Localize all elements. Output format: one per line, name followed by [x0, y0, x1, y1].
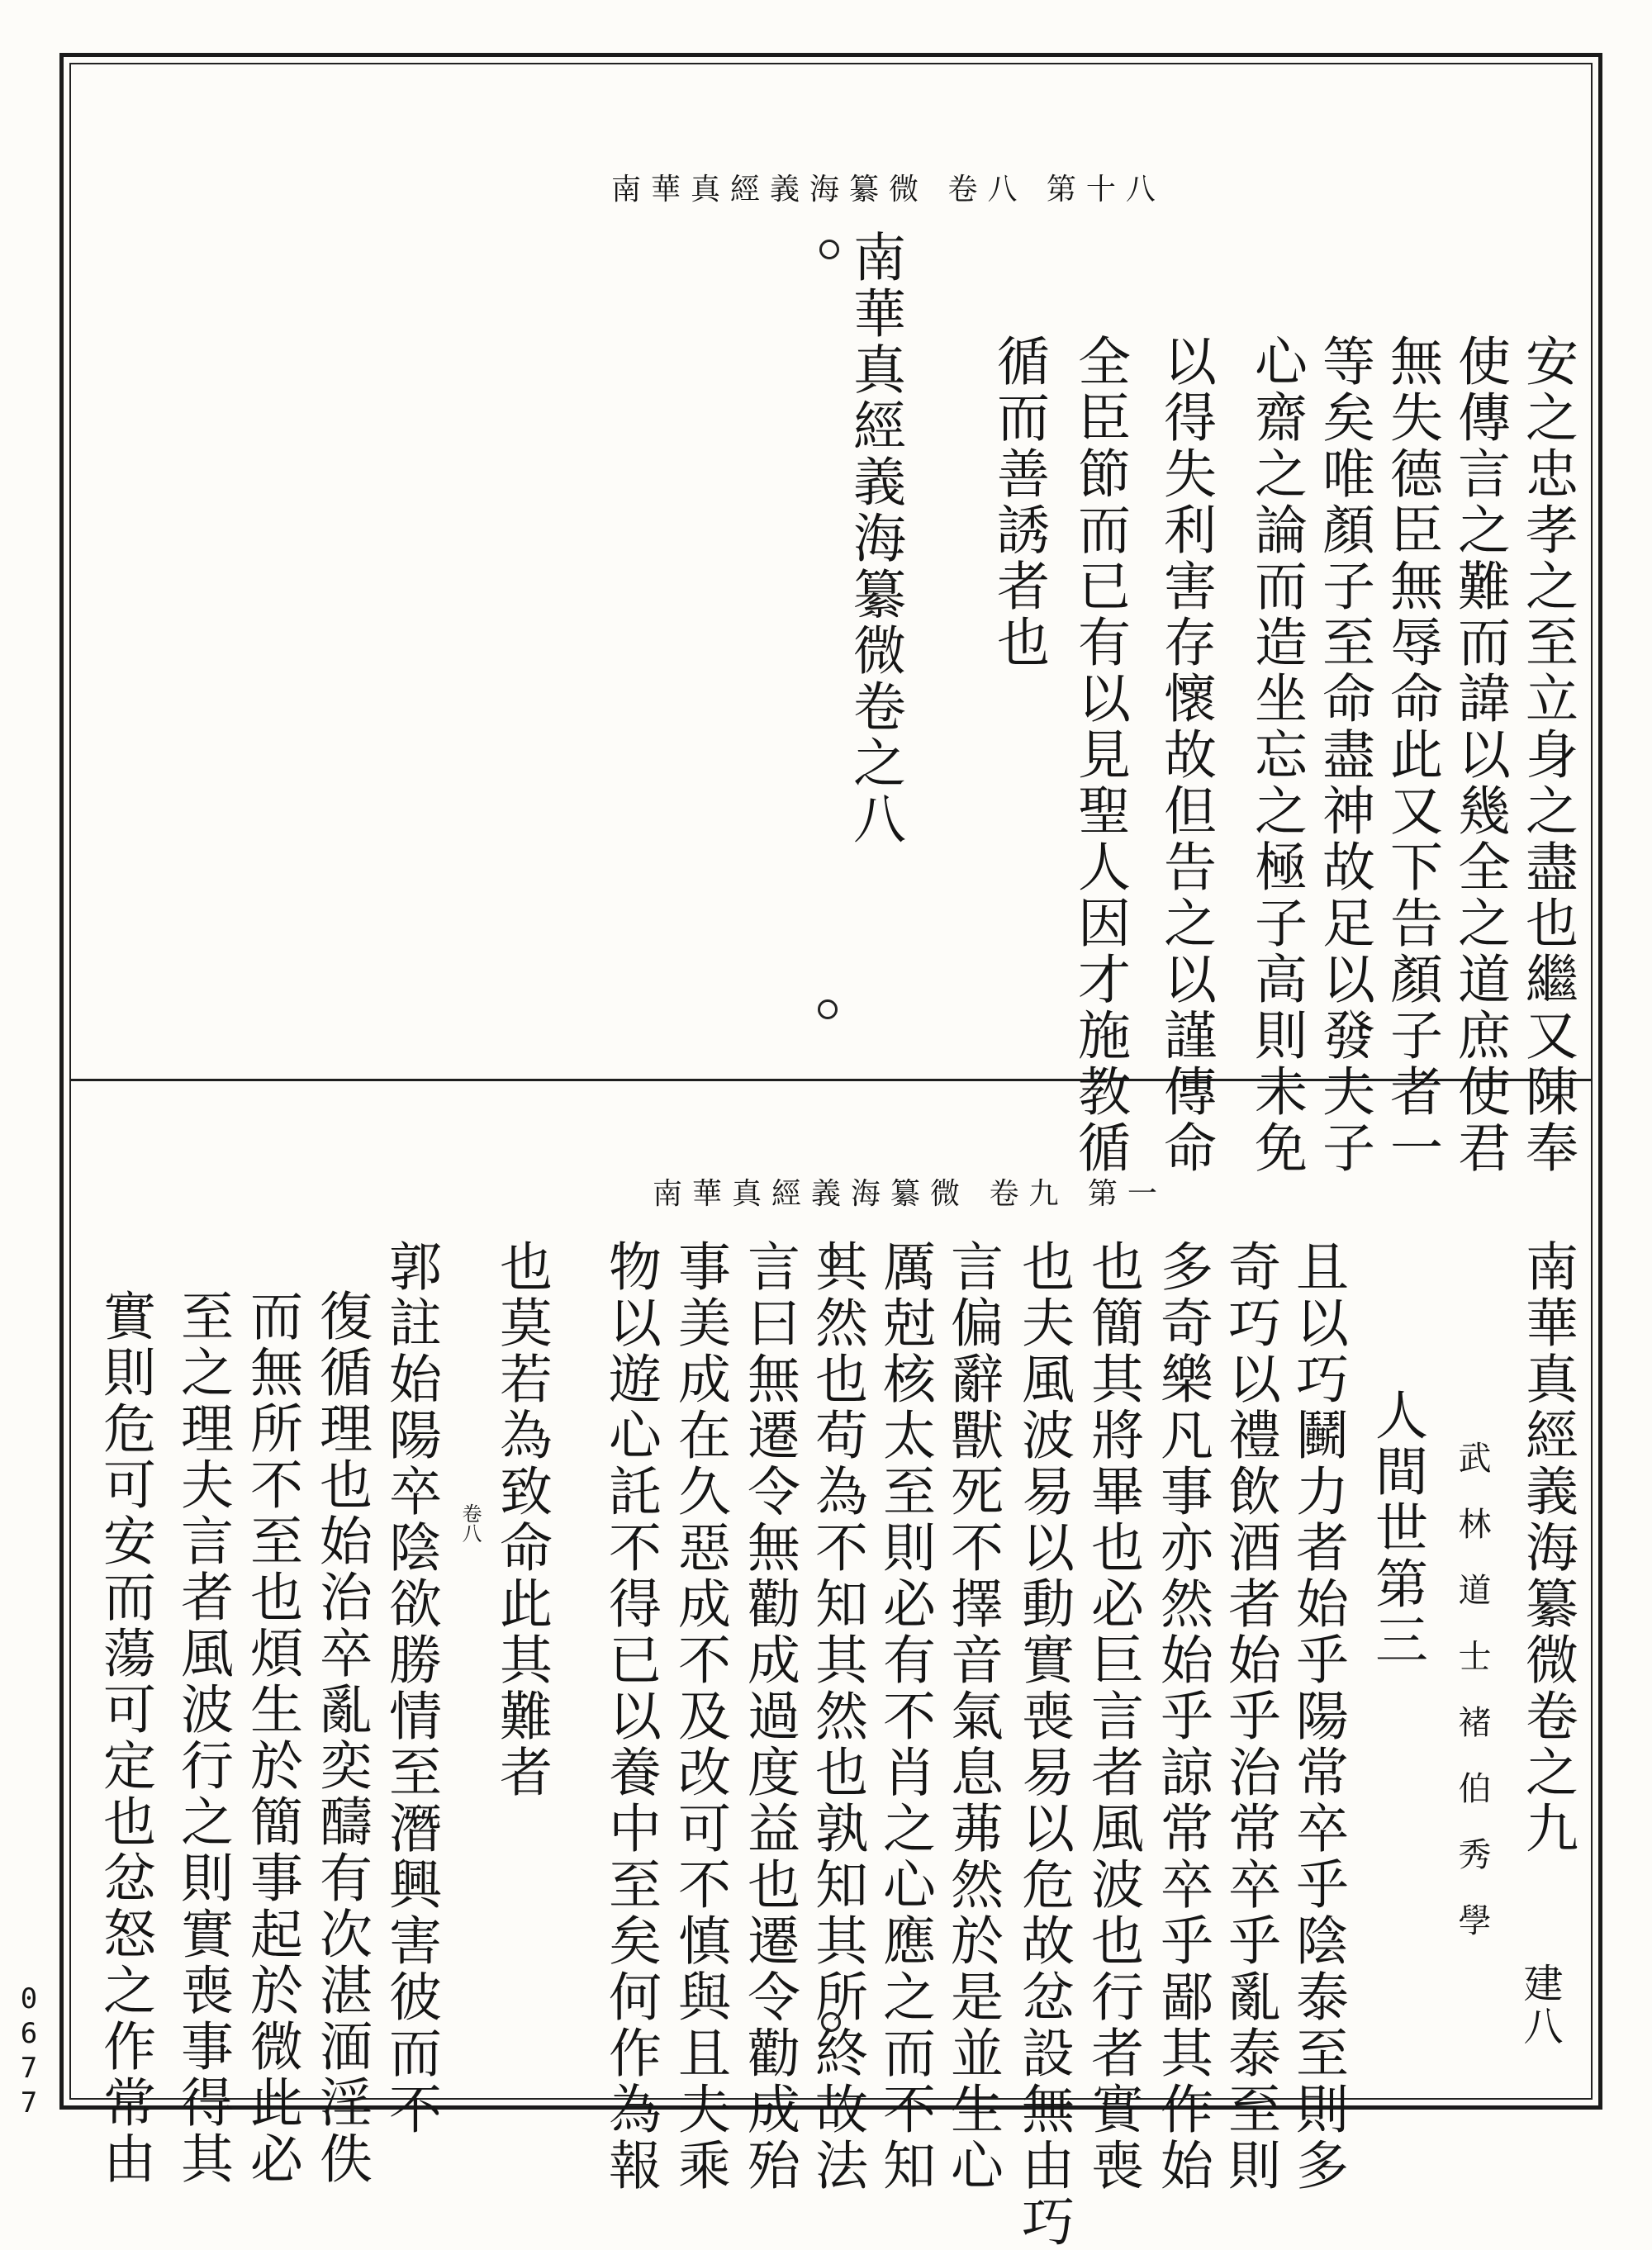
chapter-title: 人間世第三: [1366, 1388, 1427, 1669]
bottom-text-column-1: 且以巧鬭力者始乎陽常卒乎陰泰至則多: [1287, 1239, 1348, 2194]
bottom-text-column-10: 事美成在久惡成不及改可不慎與且夫乘: [669, 1239, 730, 2194]
top-text-column-4: 等矣唯顏子至命盡神故足以發夫子: [1313, 334, 1374, 1176]
volume-title: 南華真經義海纂微卷之九: [1517, 1239, 1578, 1857]
bottom-text-column-5: 也夫風波易以動實喪易以危故忿設無由巧: [1013, 1239, 1074, 2250]
commentary-column-1: 郭註始陽卒陰欲勝情至潛興害彼而不: [380, 1239, 441, 2138]
top-text-column-3: 無失德臣無辱命此又下告顏子者一: [1381, 334, 1442, 1176]
page-number: 0677: [12, 1982, 45, 2121]
top-text-column-5: 心齋之論而造坐忘之極子高則未免: [1246, 334, 1307, 1176]
bottom-text-column-3: 多奇樂凡事亦然始乎諒常卒乎鄙其作始: [1151, 1239, 1213, 2194]
commentary-column-4: 至之理夫言者風波行之則實喪事得其: [172, 1289, 233, 2187]
bottom-text-column-11: 物以遊心託不得已以養中至矣何作為報: [600, 1239, 661, 2194]
commentary-column-5: 實則危可安而蕩可定也忿怒之作常由: [94, 1289, 155, 2187]
bottom-text-column-4: 也簡其將畢也必巨言者風波也行者實喪: [1082, 1239, 1143, 2194]
commentary-column-2: 復循理也始治卒亂奕醻有次湛湎淫佚: [311, 1289, 372, 2187]
top-text-column-7: 全臣節而已有以見聖人因才施教循: [1069, 334, 1130, 1176]
top-text-column-1: 安之忠孝之至立身之盡也繼又陳奉: [1517, 334, 1578, 1176]
bottom-text-column-7: 厲尅核太至則必有不肖之心應之而不知: [874, 1239, 935, 2194]
volume-end-title: 南華真經義海纂微卷之八: [844, 230, 905, 847]
bottom-text-column-6: 言偏辭獸死不擇音氣息茀然於是並生心: [942, 1239, 1003, 2194]
bottom-text-column-2: 奇巧以禮飲酒者始乎治常卒乎亂泰至則: [1219, 1239, 1280, 2194]
volume-title-annotation: 建八: [1517, 1963, 1563, 2048]
top-page-header: 南華真經義海纂微 卷八 第十八: [611, 173, 1165, 206]
circle-marker: [819, 240, 839, 259]
bottom-page-header: 南華真經義海纂微 卷九 第一: [653, 1177, 1167, 1211]
circle-marker: [818, 999, 838, 1019]
top-text-column-2: 使傳言之難而諱以幾全之道庶使君: [1449, 334, 1510, 1176]
top-text-column-8: 循而善誘者也: [988, 334, 1049, 671]
author-line: 武林道士褚伯秀學: [1453, 1441, 1491, 1969]
bottom-text-column-12: 也莫若為致命此其難者: [491, 1239, 552, 1801]
circle-marker: [821, 2012, 841, 2032]
circle-marker: [821, 1249, 841, 1269]
bottom-text-column-9: 言曰無遷令無勸成過度益也遷令勸成殆: [738, 1239, 800, 2194]
bottom-text-column-8: 其然也苟為不知其然也孰知其所終故法: [806, 1239, 867, 2194]
commentary-column-3: 而無所不至也煩生於簡事起於微此必: [241, 1289, 302, 2187]
top-text-column-6: 以得失利害存懷故但告之以謹傳命: [1155, 334, 1216, 1176]
gutter-marker: 卷八: [458, 1503, 482, 1543]
